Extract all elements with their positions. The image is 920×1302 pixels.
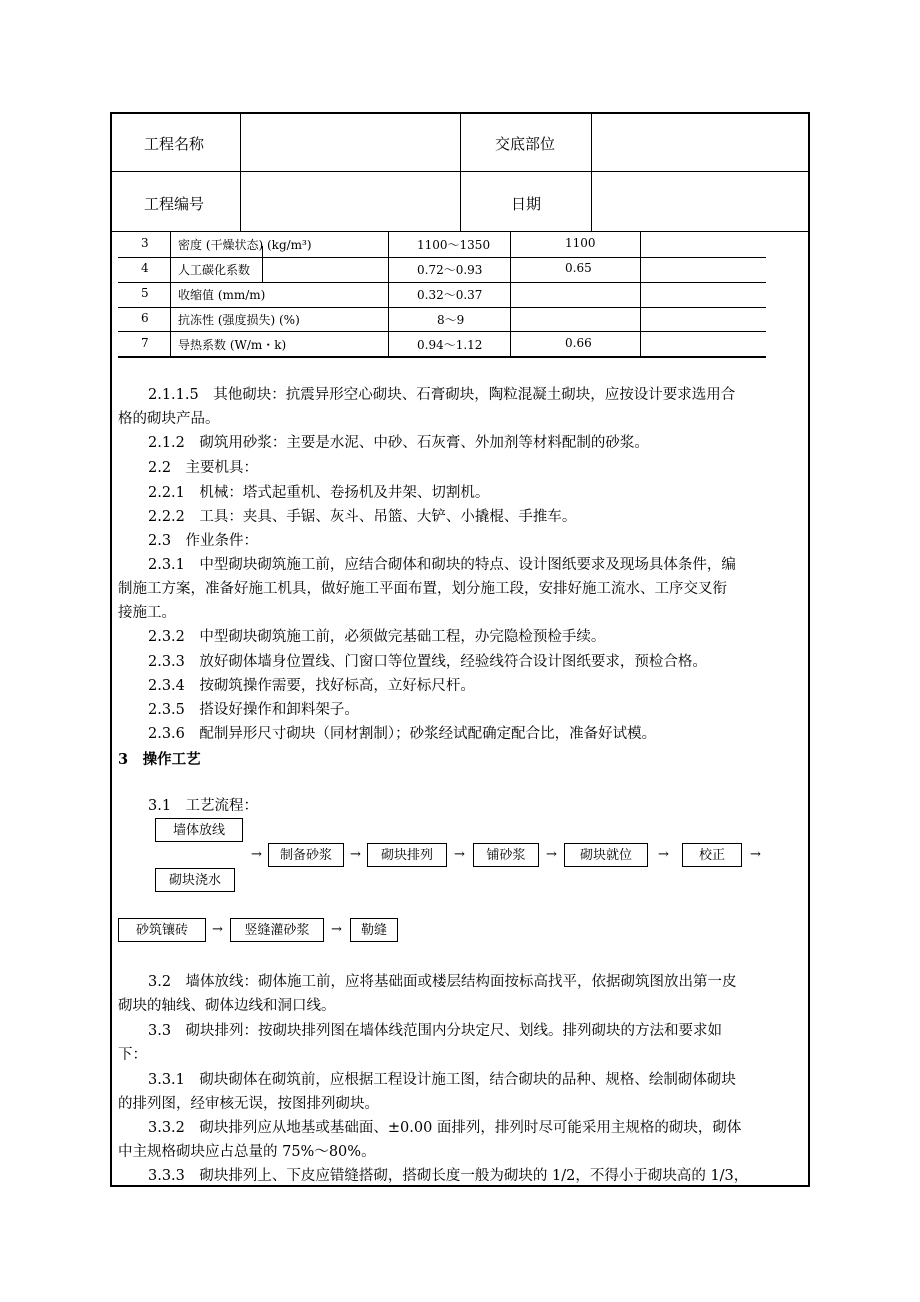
flow-box-block-arrangement: 砌块排列	[367, 843, 447, 867]
spec-vline-1	[170, 232, 171, 357]
paragraph-2-3-1: 2.3.1 中型砌块砌筑施工前，应结合砌体和砌块的特点、设计图纸要求及现场具体条件，编	[148, 557, 736, 573]
paragraph-2-3-5: 2.3.5 搭设好操作和卸料架子。	[148, 702, 359, 718]
paragraph-2-2-2: 2.2.2 工具：夹具、手锯、灰斗、吊篮、大铲、小撬棍、手推车。	[148, 509, 577, 525]
project-name-label: 工程名称	[144, 135, 205, 153]
flow-arrow-icon: →	[546, 847, 557, 862]
flow-box-wall-layout: 墙体放线	[155, 818, 243, 842]
spec-row-range: 0.32～0.37	[417, 288, 483, 302]
date-label: 日期	[511, 195, 542, 213]
paragraph-3-3: 3.3 砌块排列：按砌块排列图在墙体线范围内分块定尺、划线。排列砌块的方法和要求如	[148, 1023, 723, 1039]
spec-row-no: 7	[141, 336, 149, 350]
spec-row-range: 0.72～0.93	[417, 263, 483, 277]
paragraph-3-3-2: 3.3.2 砌块排列应从地基或基础面、±0.00 面排列，排列时尽可能采用主规格的砌块，砌体	[148, 1120, 742, 1136]
spec-row-item: 人工碳化系数	[178, 263, 251, 277]
paragraph-3-3-3: 3.3.3 砌块排列上、下皮应错缝搭砌，搭砌长度一般为砌块的 1/2，不得小于砌块高的 1/3，	[148, 1168, 749, 1184]
project-no-label: 工程编号	[144, 195, 205, 213]
spec-vline-3	[510, 232, 511, 357]
paragraph-3-2: 3.2 墙体放线：砌体施工前，应将基础面或楼层结构面按标高找平，依据砌筑图放出第一皮	[148, 974, 737, 990]
paragraph-2-2-1: 2.2.1 机械：塔式起重机、卷扬机及井架、切割机。	[148, 485, 490, 501]
flow-box-spread-mortar: 铺砂浆	[473, 843, 539, 867]
paragraph-3-2-cont: 砌块的轴线、砌体边线和洞口线。	[118, 998, 336, 1014]
paragraph-2-1-2: 2.1.2 砌筑用砂浆：主要是水泥、中砂、石灰膏、外加剂等材料配制的砂浆。	[148, 435, 649, 451]
paragraph-3-3-1-cont: 的排列图，经审核无误，按图排列砌块。	[118, 1096, 379, 1112]
spec-row-item: 收缩值 (mm/m)	[178, 288, 266, 302]
handover-part-label: 交底部位	[495, 135, 556, 153]
paragraph-2-3-3: 2.3.3 放好砌体墙身位置线、门窗口等位置线，经验线符合设计图纸要求，预检合格。	[148, 654, 707, 670]
spec-row-no: 3	[141, 236, 149, 250]
paragraph-2-3-4: 2.3.4 按砌筑操作需要，找好标高，立好标尺杆。	[148, 678, 475, 694]
spec-row-no: 6	[141, 311, 149, 325]
flow-arrow-icon: →	[658, 847, 669, 862]
paragraph-2-1-1-5-cont: 格的砌块产品。	[118, 411, 220, 427]
spec-line-4	[118, 331, 766, 332]
paragraph-2-1-1-5: 2.1.1.5 其他砌块：抗震异形空心砌块、石膏砌块，陶粒混凝土砌块，应按设计要求选用合	[148, 387, 736, 403]
paragraph-3-3-2-cont: 中主规格砌块应占总量的 75%～80%。	[118, 1144, 376, 1160]
paragraph-2-3-1-cont2: 接施工。	[118, 605, 176, 621]
spec-line-3	[118, 307, 766, 308]
flow-arrow-icon: →	[251, 847, 262, 862]
spec-vline-4	[640, 232, 641, 357]
spec-row-value: 1100	[565, 236, 596, 250]
flow-box-correction: 校正	[682, 843, 742, 867]
spec-vline-2	[388, 232, 389, 357]
header-col-divider-1	[240, 112, 241, 232]
spec-row-range: 1100～1350	[417, 238, 491, 252]
flow-box-vertical-joint-grouting: 竖缝灌砂浆	[230, 918, 324, 942]
spec-row-range: 8～9	[437, 313, 465, 327]
section-heading-3: 3 操作工艺	[118, 751, 201, 768]
spec-line-bottom	[118, 356, 766, 358]
flow-arrow-icon: →	[350, 847, 361, 862]
spec-row-no: 4	[141, 261, 149, 275]
flow-box-block-positioning: 砌块就位	[564, 843, 648, 867]
paragraph-2-3-2: 2.3.2 中型砌块砌筑施工前，必须做完基础工程，办完隐检预检手续。	[148, 629, 606, 645]
spec-row-item: 密度 (干燥状态) (kg/m³)	[178, 238, 312, 252]
header-col-divider-2	[460, 112, 461, 232]
flow-arrow-icon: →	[331, 922, 342, 937]
flow-arrow-icon: →	[750, 847, 761, 862]
flow-arrow-icon: →	[454, 847, 465, 862]
spec-row-value: 0.66	[565, 336, 592, 350]
spec-row-value: 0.65	[565, 261, 592, 275]
spec-row-range: 0.94～1.12	[417, 338, 483, 352]
spec-line-1	[118, 257, 766, 258]
paragraph-3-1: 3.1 工艺流程：	[148, 798, 259, 814]
spec-row-no: 5	[141, 286, 149, 300]
spec-row-item: 导热系数 (W/m・k)	[178, 338, 287, 352]
spec-row-item: 抗冻性 (强度损失) (%)	[178, 313, 300, 327]
paragraph-2-3-1-cont: 制施工方案，准备好施工机具，做好施工平面布置，划分施工段，安排好施工流水、工序交叉衔	[118, 581, 727, 597]
flow-box-block-watering: 砌块浇水	[155, 868, 235, 892]
paragraph-2-3: 2.3 作业条件：	[148, 533, 259, 549]
paragraph-2-2: 2.2 主要机具：	[148, 460, 259, 476]
flow-arrow-icon: →	[212, 922, 223, 937]
spec-line-2	[118, 282, 766, 283]
paragraph-3-3-cont: 下：	[118, 1047, 147, 1063]
flow-box-brick-inlay: 砂筑镶砖	[118, 918, 206, 942]
flow-box-prepare-mortar: 制备砂浆	[268, 843, 344, 867]
paragraph-3-3-1: 3.3.1 砌块砌体在砌筑前，应根据工程设计施工图，结合砌块的品种、规格、绘制砌体砌块	[148, 1072, 736, 1088]
paragraph-2-3-6: 2.3.6 配制异形尺寸砌块（同材割制）；砂浆经试配确定配合比，准备好试模。	[148, 726, 657, 742]
header-table	[110, 112, 810, 232]
flow-box-pointing: 勒缝	[350, 918, 398, 942]
header-col-divider-3	[591, 112, 592, 232]
